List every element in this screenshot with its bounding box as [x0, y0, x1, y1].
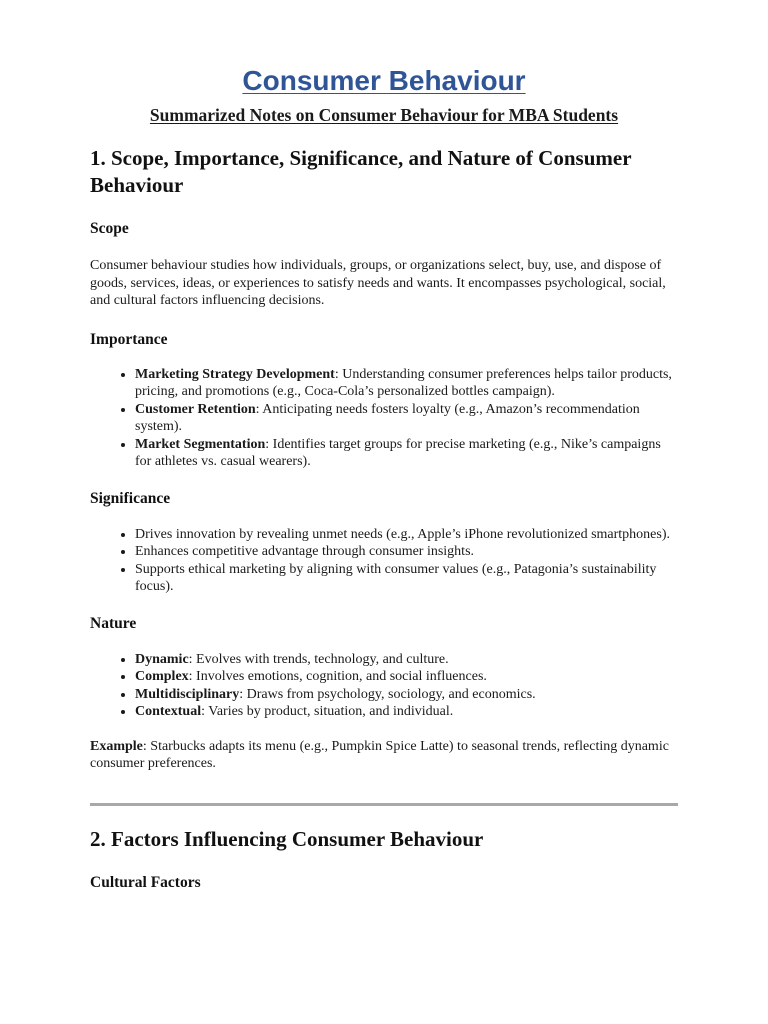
- list-item: [135, 401, 678, 436]
- scope-paragraph: Consumer behaviour studies how individuals, groups, or organizations select, buy, use, and dispose of goods, services, ideas, or experiences to satisfy needs and wants. It encompasses psychological, social, and cultural factors influencing decisions.: [90, 258, 666, 308]
- nature-heading: Nature: [90, 614, 137, 632]
- list-item-text: : Draws from psychology, sociology, and economics.: [239, 686, 536, 702]
- list-item-text: : Identifies target groups for precise marketing (e.g., Nike’s campaigns for athletes vs. casual wearers).: [135, 436, 661, 469]
- list-item: • Drives innovation by revealing unmet needs (e.g., Apple’s iPhone revolutionized smartphones).: [135, 526, 678, 544]
- list-item-term: Customer Retention: [135, 401, 256, 417]
- importance-heading: Importance: [90, 330, 168, 348]
- importance-list: [90, 366, 678, 471]
- cultural-factors-heading: Cultural Factors: [90, 873, 201, 891]
- document-subtitle: Summarized Notes on Consumer Behaviour for MBA Students: [149, 105, 619, 125]
- list-item: [135, 668, 678, 686]
- horizontal-rule: [90, 803, 678, 806]
- list-item: [135, 651, 678, 669]
- list-item-term: Contextual: [135, 704, 202, 719]
- list-item: • Enhances competitive advantage through consumer insights.: [135, 543, 678, 561]
- list-item: [135, 436, 678, 471]
- list-item: [135, 686, 678, 704]
- list-item-text: : Involves emotions, cognition, and social influences.: [188, 669, 487, 684]
- list-item-term: Dynamic: [135, 651, 189, 667]
- example-paragraph: [90, 738, 678, 773]
- significance-heading: Significance: [90, 489, 171, 507]
- list-item-term: Marketing Strategy Development: [135, 366, 335, 382]
- section-1-heading: 1. Scope, Importance, Significance, and Nature of Consumer Behaviour: [90, 146, 632, 197]
- example-term: Example: [90, 738, 143, 754]
- list-item: [135, 366, 678, 401]
- list-item-text: : Understanding consumer preferences helps tailor products, pricing, and promotions (e.g., Coca-Cola’s personalized bottles campaign).: [135, 366, 672, 399]
- list-item-term: Multidisciplinary: [135, 686, 240, 702]
- significance-list: [90, 526, 678, 596]
- nature-list: [90, 651, 678, 721]
- list-item-term: Complex: [135, 669, 189, 684]
- list-item-text: : Evolves with trends, technology, and culture.: [188, 651, 449, 667]
- list-item: • Supports ethical marketing by aligning with consumer values (e.g., Patagonia’s sustainability focus).: [135, 561, 678, 596]
- document-title: Consumer Behaviour: [242, 65, 526, 96]
- list-item-text: : Varies by product, situation, and individual.: [201, 704, 454, 719]
- list-item-text: : Anticipating needs fosters loyalty (e.g., Amazon’s recommendation system).: [135, 401, 640, 434]
- example-text: : Starbucks adapts its menu (e.g., Pumpkin Spice Latte) to seasonal trends, reflecting dynamic consumer preferences.: [90, 738, 669, 771]
- section-2-heading: 2. Factors Influencing Consumer Behaviour: [90, 826, 484, 851]
- list-item: [135, 703, 678, 721]
- list-item-term: Market Segmentation: [135, 436, 266, 452]
- scope-heading: Scope: [90, 220, 129, 237]
